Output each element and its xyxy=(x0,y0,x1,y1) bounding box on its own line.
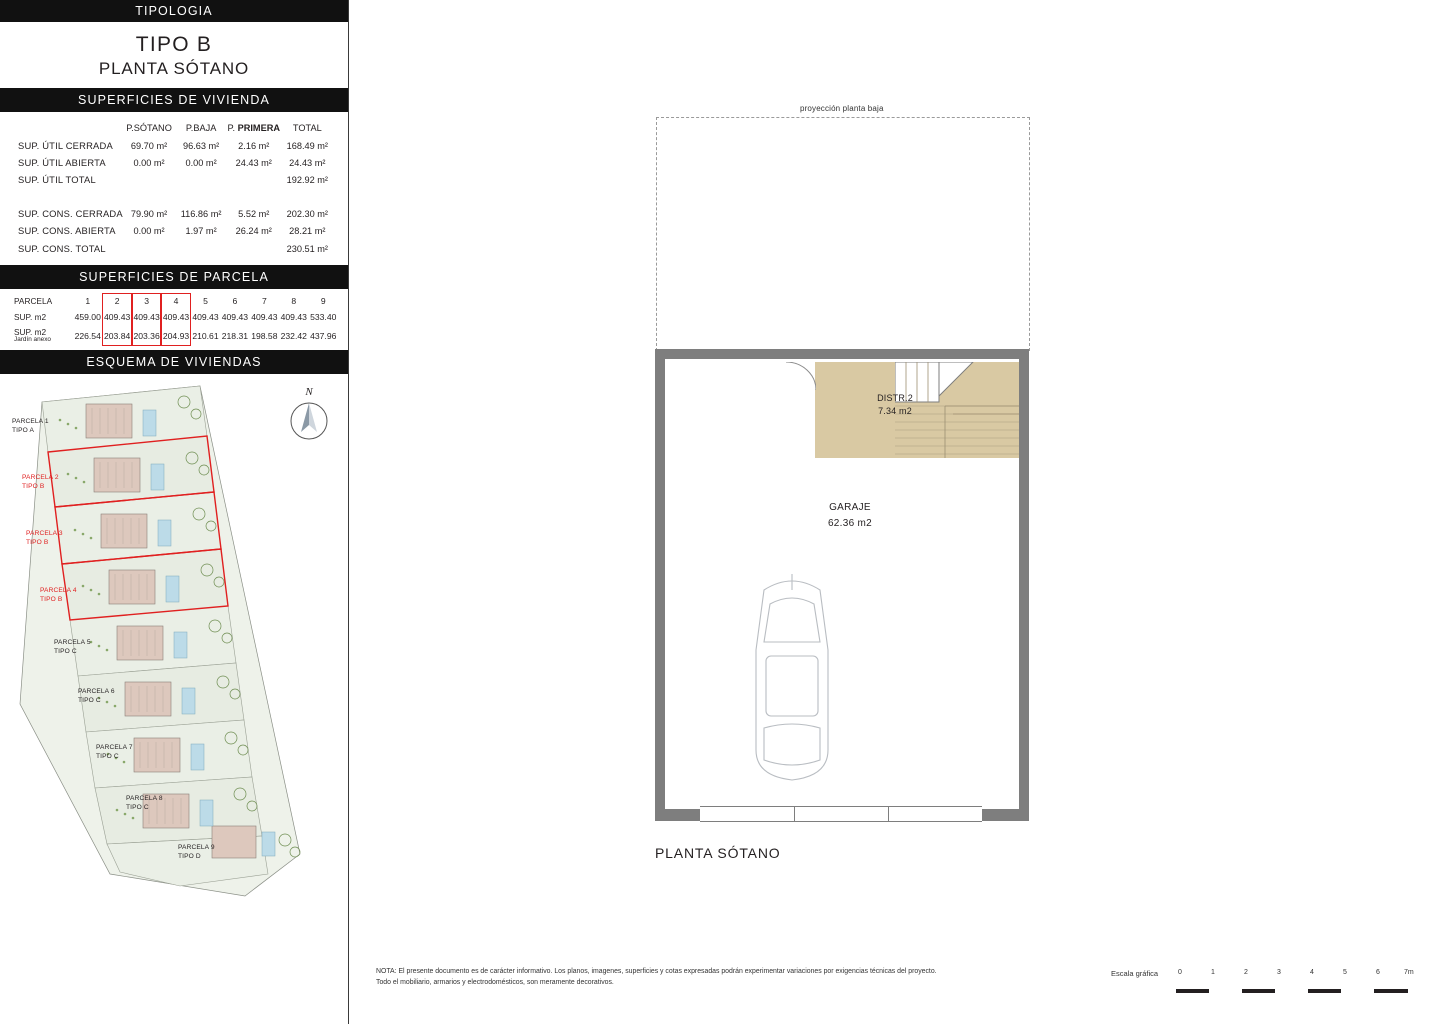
cell: 8 xyxy=(291,296,297,306)
cell: 168.49 m² xyxy=(286,140,328,151)
cell: 24.43 m² xyxy=(235,157,272,168)
plot-name: PARCELA 1 xyxy=(12,418,49,426)
scale-tick: 5 xyxy=(1343,969,1347,976)
cell: 0.00 m² xyxy=(133,157,165,168)
plot-type: TIPO D xyxy=(178,852,201,860)
cell: 7 xyxy=(261,296,267,306)
plot-label-7 xyxy=(96,744,133,760)
row-label-util-total: SUP. ÚTIL TOTAL xyxy=(18,174,96,186)
footer-note-line2: Todo el mobiliario, armarios y electrodomésticos, son meramente decorativos. xyxy=(376,978,614,986)
cell: 192.92 m² xyxy=(286,175,328,186)
cell: 1 xyxy=(85,296,91,306)
scale-tick-labels xyxy=(1170,969,1415,979)
room-label-distr2 xyxy=(825,392,965,418)
compass-north-icon xyxy=(284,384,334,446)
plot-type: TIPO A xyxy=(12,426,35,434)
cell: 409.43 xyxy=(132,309,161,325)
scale-tick: 6 xyxy=(1376,969,1380,976)
room-label-garaje xyxy=(760,500,940,532)
col-header-total: TOTAL xyxy=(292,123,322,134)
row-label-cons-cerrada: SUP. CONS. CERRADA xyxy=(18,208,123,220)
row-label-cons-total: SUP. CONS. TOTAL xyxy=(18,242,106,254)
plot-name: PARCELA 6 xyxy=(78,688,115,696)
plot-label-6 xyxy=(78,688,115,704)
col-header-sotano: P.SÓTANO xyxy=(126,123,172,134)
cell: 3 xyxy=(132,293,161,309)
cell: 226.54 xyxy=(74,330,101,341)
scale-tick: 3 xyxy=(1277,969,1281,976)
scale-tick: 0 xyxy=(1178,969,1182,976)
table-row xyxy=(18,222,334,239)
floor-plan-panel xyxy=(349,0,1440,1024)
cell: 26.24 m² xyxy=(235,226,272,237)
projection-label: proyección planta baja xyxy=(800,104,884,113)
cell: 79.90 m² xyxy=(130,209,168,220)
plot-label-1 xyxy=(12,418,49,434)
dwelling-areas-table-wrap xyxy=(0,112,348,259)
garage-door xyxy=(700,806,982,822)
plot-label-4 xyxy=(40,587,77,603)
room-name: GARAJE xyxy=(829,502,871,513)
cell: 202.30 m² xyxy=(286,209,328,220)
footer-note xyxy=(376,967,1096,988)
cell: 116.86 m² xyxy=(180,209,222,220)
cell: 4 xyxy=(161,293,190,309)
svg-text:N: N xyxy=(305,386,313,399)
table-row xyxy=(18,171,334,188)
dwelling-scheme-bar: ESQUEMA DE VIVIENDAS xyxy=(0,350,348,374)
scale-tick: 4 xyxy=(1310,969,1314,976)
cell: 210.61 xyxy=(192,330,219,341)
table-row xyxy=(10,293,338,309)
floor-name-title: PLANTA SÓTANO xyxy=(98,59,250,78)
row-label-sup-m2: SUP. m2 xyxy=(14,311,47,322)
scale-tick: 2 xyxy=(1244,969,1248,976)
table-row xyxy=(10,309,338,325)
plot-label-2 xyxy=(22,474,59,490)
site-plan-drawing xyxy=(0,374,348,904)
cell: 533.40 xyxy=(310,312,337,322)
plot-type: TIPO B xyxy=(40,595,63,603)
cell: 198.58 xyxy=(251,330,278,341)
col-header-primera: P. PRIMERA xyxy=(227,123,280,134)
plot-type: TIPO C xyxy=(96,752,119,760)
plot-name: PARCELA 4 xyxy=(40,587,77,595)
plot-name: PARCELA 9 xyxy=(178,844,215,852)
footer-note-line1: NOTA: El presente documento es de carácter informativo. Los planos, imagenes, superficies y cotas expresadas podrán experimentar variaciones por exigencias técnicas del proyecto. xyxy=(376,968,937,975)
cell: 203.36 xyxy=(132,325,161,346)
room-area: 7.34 m2 xyxy=(878,406,912,417)
cell: 2.16 m² xyxy=(238,140,270,151)
cell: 5.52 m² xyxy=(238,209,270,220)
table-row xyxy=(18,136,334,153)
cell: 459.00 xyxy=(74,312,101,322)
dwelling-areas-bar: SUPERFICIES DE VIVIENDA xyxy=(0,88,348,112)
tipologia-header-bar: TIPOLOGIA xyxy=(0,0,348,22)
cell: 230.51 m² xyxy=(286,243,328,254)
dwelling-areas-table xyxy=(18,120,334,257)
plot-name: PARCELA 5 xyxy=(54,639,91,647)
cell: 0.00 m² xyxy=(133,226,165,237)
cell: 24.43 m² xyxy=(289,157,326,168)
cell: 2 xyxy=(102,293,131,309)
scale-label: Escala gráfica xyxy=(1111,969,1159,978)
cell: 96.63 m² xyxy=(182,140,220,151)
parcel-areas-bar: SUPERFICIES DE PARCELA xyxy=(0,265,348,289)
cell: 9 xyxy=(320,296,326,306)
row-label-parcela: PARCELA xyxy=(14,295,53,306)
plot-label-3 xyxy=(26,530,63,546)
plot-type: TIPO B xyxy=(22,482,45,490)
cell: 1.97 m² xyxy=(185,226,217,237)
plot-name: PARCELA 8 xyxy=(126,795,163,803)
cell: 409.43 xyxy=(192,312,219,322)
row-label-util-abierta: SUP. ÚTIL ABIERTA xyxy=(18,156,106,168)
cell: 6 xyxy=(232,296,238,306)
plot-type: TIPO C xyxy=(54,647,77,655)
cell: 409.43 xyxy=(161,309,190,325)
plot-type: TIPO C xyxy=(126,803,149,811)
graphic-scale-bar xyxy=(1176,982,1408,990)
table-row xyxy=(18,154,334,171)
row-label-cons-abierta: SUP. CONS. ABIERTA xyxy=(18,225,116,237)
cell: 5 xyxy=(203,296,208,306)
cell: 409.43 xyxy=(251,312,278,322)
scale-tick: 7m xyxy=(1404,969,1414,976)
plot-label-8 xyxy=(126,795,163,811)
cell: 0.00 m² xyxy=(185,157,217,168)
plot-label-5 xyxy=(54,639,91,655)
cell: 409.43 xyxy=(280,312,307,322)
cell: 409.43 xyxy=(221,312,249,322)
dwelling-type-title: TIPO B xyxy=(135,33,213,56)
table-row xyxy=(18,205,334,222)
row-label-jardin xyxy=(10,325,73,346)
left-info-panel xyxy=(0,0,348,1024)
cell: 232.42 xyxy=(280,330,307,341)
cell: 409.43 xyxy=(102,309,131,325)
jardin-label-sub: Jardín anexo xyxy=(14,335,51,343)
car-symbol-icon xyxy=(742,560,842,790)
plot-name: PARCELA 7 xyxy=(96,744,133,752)
cell: 28.21 m² xyxy=(289,226,326,237)
table-row xyxy=(10,325,338,346)
jardin-label-main: SUP. m2 xyxy=(14,327,47,337)
cell: 203.84 xyxy=(102,325,131,346)
site-plan xyxy=(0,374,348,904)
door-swing-icon xyxy=(786,362,816,390)
cell: 204.93 xyxy=(161,325,190,346)
plot-name: PARCELA 2 xyxy=(22,474,59,482)
plot-type: TIPO B xyxy=(26,538,49,546)
plan-title: PLANTA SÓTANO xyxy=(655,845,781,861)
cell: 69.70 m² xyxy=(130,140,168,151)
room-area: 62.36 m2 xyxy=(827,518,873,529)
table-header-row xyxy=(18,120,334,136)
parcel-areas-table-wrap xyxy=(0,289,348,350)
table-row xyxy=(18,240,334,257)
cell: 218.31 xyxy=(221,330,249,341)
row-label-util-cerrada: SUP. ÚTIL CERRADA xyxy=(18,139,113,151)
cell: 437.96 xyxy=(310,330,337,341)
col-header-baja: P.BAJA xyxy=(185,123,217,134)
plot-name: PARCELA 3 xyxy=(26,530,63,538)
room-name: DISTR.2 xyxy=(877,393,913,403)
plot-label-9 xyxy=(178,844,215,860)
parcel-areas-table xyxy=(10,293,338,346)
projection-outline xyxy=(656,117,1030,351)
scale-tick: 1 xyxy=(1211,969,1215,976)
plot-type: TIPO C xyxy=(78,696,101,704)
